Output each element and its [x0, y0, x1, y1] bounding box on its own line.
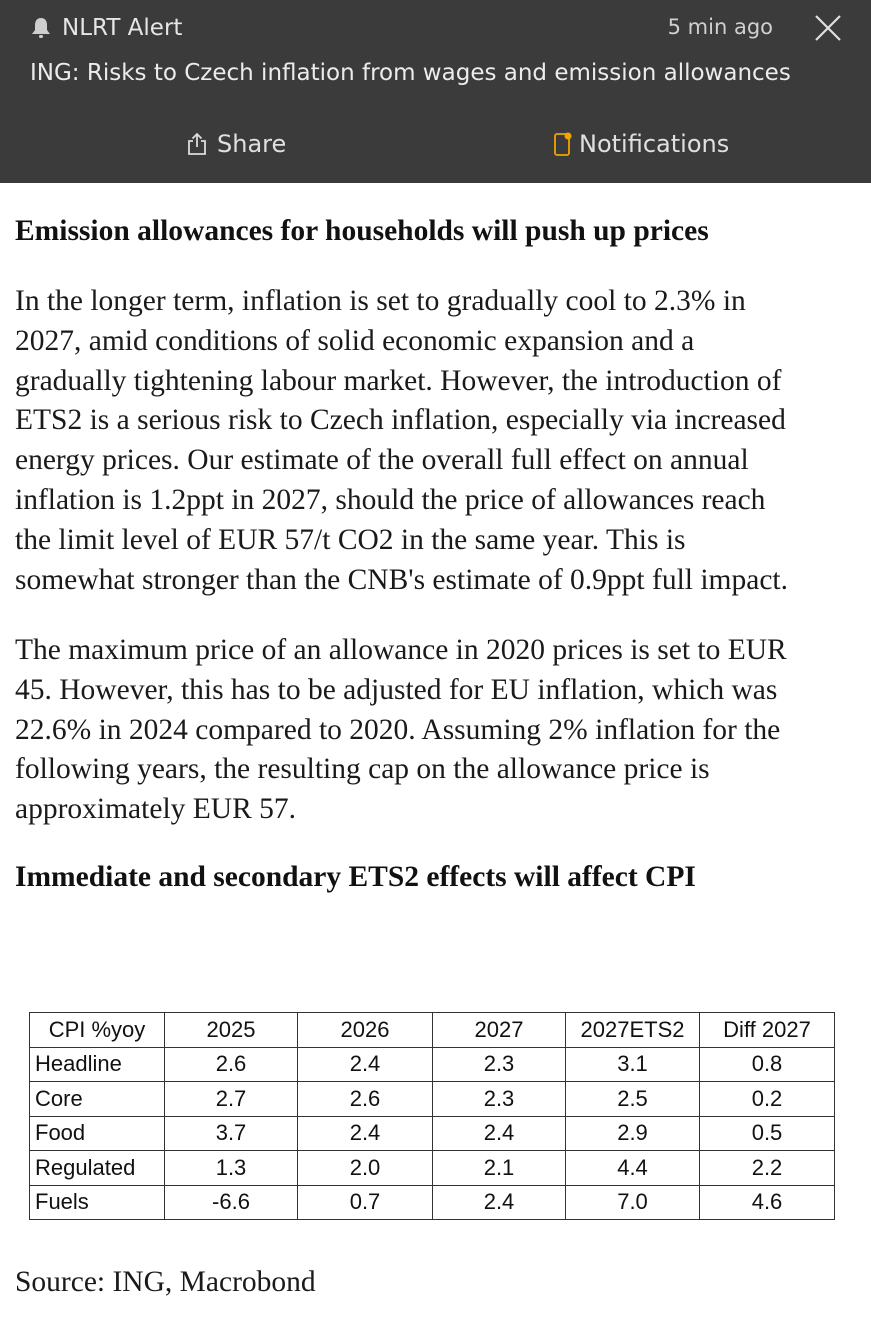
- table-cell: 1.3: [165, 1151, 298, 1186]
- alert-source: [30, 13, 182, 43]
- table-cell: 2.4: [298, 1047, 433, 1082]
- paragraph-line: inflation is 1.2ppt in 2027, should the price of allowances reach: [15, 483, 766, 516]
- row-label: Regulated: [30, 1151, 165, 1186]
- paragraph-line: gradually tightening labour market. However, the introduction of: [15, 364, 782, 397]
- table-cell: 2.7: [165, 1082, 298, 1117]
- table-cell: -6.6: [165, 1185, 298, 1220]
- alert-headline[interactable]: ING: Risks to Czech inflation from wages and emission allowances: [30, 60, 791, 86]
- table-cell: 4.6: [700, 1185, 835, 1220]
- column-header: 2026: [298, 1013, 433, 1048]
- row-label: Fuels: [30, 1185, 165, 1220]
- table-cell: 3.1: [566, 1047, 700, 1082]
- row-label: Headline: [30, 1047, 165, 1082]
- table-cell: 7.0: [566, 1185, 700, 1220]
- column-header: CPI %yoy: [30, 1013, 165, 1048]
- paragraph-line: 45. However, this has to be adjusted for EU inflation, which was: [15, 673, 778, 706]
- paragraph-line: 2027, amid conditions of solid economic expansion and a: [15, 324, 695, 357]
- table-cell: 2.5: [566, 1082, 700, 1117]
- notifications-label: Notifications: [579, 130, 730, 158]
- table-row: [30, 1082, 835, 1117]
- column-header: 2027: [433, 1013, 566, 1048]
- column-header: 2027ETS2: [566, 1013, 700, 1048]
- paragraph-line: energy prices. Our estimate of the overall full effect on annual: [15, 444, 749, 477]
- notifications-button[interactable]: [553, 127, 729, 161]
- source-caption: Source: ING, Macrobond: [15, 1266, 316, 1298]
- table-cell: 0.8: [700, 1047, 835, 1082]
- table-cell: 2.3: [433, 1047, 566, 1082]
- column-header: Diff 2027: [700, 1013, 835, 1048]
- alert-source-label: NLRT Alert: [62, 15, 183, 41]
- table-cell: 2.6: [165, 1047, 298, 1082]
- table-cell: 2.3: [433, 1082, 566, 1117]
- alert-bar: [0, 0, 871, 183]
- paragraph-line: the limit level of EUR 57/t CO2 in the same year. This is: [15, 523, 686, 556]
- table-cell: 3.7: [165, 1116, 298, 1151]
- table-cell: 2.1: [433, 1151, 566, 1186]
- table-cell: 2.4: [433, 1185, 566, 1220]
- table-cell: 2.4: [298, 1116, 433, 1151]
- paragraph-line: The maximum price of an allowance in 2020 prices is set to EUR: [15, 634, 787, 666]
- table-cell: 2.0: [298, 1151, 433, 1186]
- paragraph-line: 22.6% in 2024 compared to 2020. Assuming 2% inflation for the: [15, 713, 781, 746]
- table-cell: 4.4: [566, 1151, 700, 1186]
- paragraph-line: ETS2 is a serious risk to Czech inflation, especially via increased: [15, 404, 786, 437]
- bell-icon: [30, 16, 52, 40]
- share-button[interactable]: [186, 127, 286, 161]
- table-cell: 2.2: [700, 1151, 835, 1186]
- paragraph: [15, 282, 788, 600]
- close-icon[interactable]: [812, 12, 844, 44]
- table-row: [30, 1047, 835, 1082]
- cpi-table: [29, 1012, 835, 1220]
- share-icon: [186, 132, 208, 156]
- table-cell: 0.5: [700, 1116, 835, 1151]
- table-cell: 2.9: [566, 1116, 700, 1151]
- table-cell: 0.7: [298, 1185, 433, 1220]
- paragraph-line: In the longer term, inflation is set to gradually cool to 2.3% in: [15, 285, 746, 317]
- row-label: Food: [30, 1116, 165, 1151]
- table-cell: 2.4: [433, 1116, 566, 1151]
- alert-timestamp: 5 min ago: [667, 15, 773, 39]
- paragraph: [15, 631, 787, 830]
- section-heading: Emission allowances for households will push up prices: [15, 215, 709, 247]
- notification-icon: [553, 131, 573, 157]
- section-heading: Immediate and secondary ETS2 effects will affect CPI: [15, 861, 696, 893]
- paragraph-line: somewhat stronger than the CNB's estimate of 0.9ppt full impact.: [15, 563, 788, 596]
- paragraph-line: following years, the resulting cap on the allowance price is: [15, 753, 710, 786]
- share-label: Share: [217, 130, 287, 158]
- table-cell: 0.2: [700, 1082, 835, 1117]
- table-row: [30, 1185, 835, 1220]
- table-row: [30, 1151, 835, 1186]
- table-header-row: [30, 1013, 835, 1048]
- paragraph-line: approximately EUR 57.: [15, 793, 297, 826]
- table-row: [30, 1116, 835, 1151]
- row-label: Core: [30, 1082, 165, 1117]
- table-cell: 2.6: [298, 1082, 433, 1117]
- column-header: 2025: [165, 1013, 298, 1048]
